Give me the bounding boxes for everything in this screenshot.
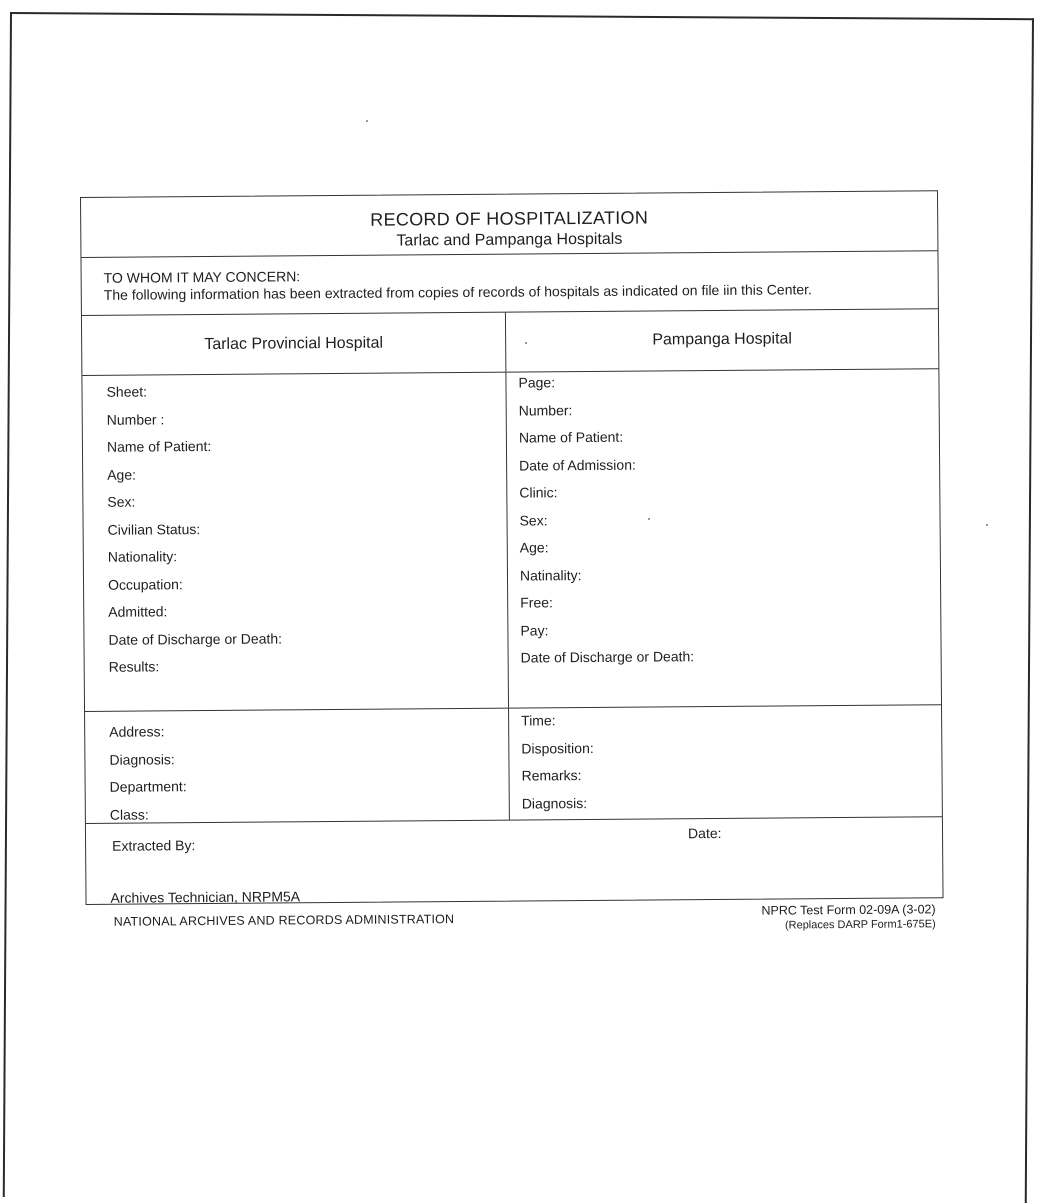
field-label: Clinic: bbox=[519, 484, 558, 501]
field-label: Date of Discharge or Death: bbox=[108, 629, 283, 648]
field-label: Number: bbox=[518, 401, 573, 419]
field-label: Results: bbox=[108, 658, 160, 675]
form-subtitle: Tarlac and Pampanga Hospitals bbox=[396, 230, 623, 250]
field-label: Diagnosis: bbox=[521, 794, 588, 812]
hospital-name-pampanga: Pampanga Hospital bbox=[652, 330, 793, 349]
field-label: Class: bbox=[109, 805, 149, 823]
field-label: Sex: bbox=[519, 511, 548, 529]
field-label: Department: bbox=[109, 778, 187, 795]
patient-fields-row bbox=[82, 369, 941, 712]
field-label: Page: bbox=[518, 374, 556, 391]
field-label: Age: bbox=[107, 466, 137, 483]
field-label: Admitted: bbox=[108, 603, 168, 620]
form-header bbox=[81, 191, 937, 258]
technician-title: Archives Technician, NRPM5A bbox=[110, 888, 301, 906]
field-label: Free: bbox=[520, 594, 553, 611]
field-label: Disposition: bbox=[521, 739, 594, 757]
field-label: Name of Patient: bbox=[518, 428, 624, 446]
scan-speck bbox=[366, 120, 368, 122]
form-number: NPRC Test Form 02-09A (3-02) bbox=[761, 902, 936, 918]
form-title: RECORD OF HOSPITALIZATION bbox=[370, 207, 649, 230]
field-label: Time: bbox=[521, 712, 556, 729]
field-label: Sex: bbox=[107, 493, 136, 510]
concern-section bbox=[81, 251, 937, 316]
form-footer bbox=[86, 902, 944, 953]
pampanga-lower-fields bbox=[509, 705, 942, 819]
hospital-names-row bbox=[82, 309, 938, 376]
tarlac-fields bbox=[82, 373, 509, 711]
tarlac-lower-fields bbox=[85, 709, 510, 823]
pampanga-fields bbox=[506, 369, 941, 707]
field-label: Address: bbox=[109, 723, 165, 740]
extraction-section bbox=[86, 817, 943, 904]
field-label: Age: bbox=[519, 539, 549, 556]
field-label: Diagnosis: bbox=[109, 750, 175, 768]
hospital-name-tarlac: Tarlac Provincial Hospital bbox=[82, 313, 506, 375]
scan-speck bbox=[986, 524, 988, 526]
concern-salutation: TO WHOM IT MAY CONCERN: bbox=[103, 268, 301, 286]
field-label: Number : bbox=[106, 410, 165, 428]
field-label: Pay: bbox=[520, 621, 549, 639]
field-label: Nationality: bbox=[107, 548, 178, 565]
field-label: Date of Admission: bbox=[519, 456, 636, 474]
replaces-note: (Replaces DARP Form1-675E) bbox=[784, 918, 936, 932]
field-label: Natinality: bbox=[519, 566, 582, 584]
date-label: Date: bbox=[687, 824, 722, 842]
field-label: Remarks: bbox=[521, 767, 582, 784]
concern-statement: The following information has been extracted from copies of records of hospitals as indicated on file iin this Center. bbox=[103, 281, 812, 303]
lower-fields-row bbox=[85, 705, 942, 824]
form-number-block bbox=[761, 902, 935, 933]
field-label: Date of Discharge or Death: bbox=[520, 648, 695, 666]
extracted-by-label: Extracted By: bbox=[112, 837, 196, 854]
agency-name: NATIONAL ARCHIVES AND RECORDS ADMINISTRATION bbox=[113, 912, 455, 929]
hospitalization-form bbox=[80, 190, 944, 953]
form-box bbox=[80, 190, 944, 905]
field-label: Occupation: bbox=[107, 575, 183, 593]
field-label: Name of Patient: bbox=[106, 437, 212, 455]
field-label: Sheet: bbox=[106, 383, 148, 400]
field-label: Civilian Status: bbox=[107, 520, 201, 538]
